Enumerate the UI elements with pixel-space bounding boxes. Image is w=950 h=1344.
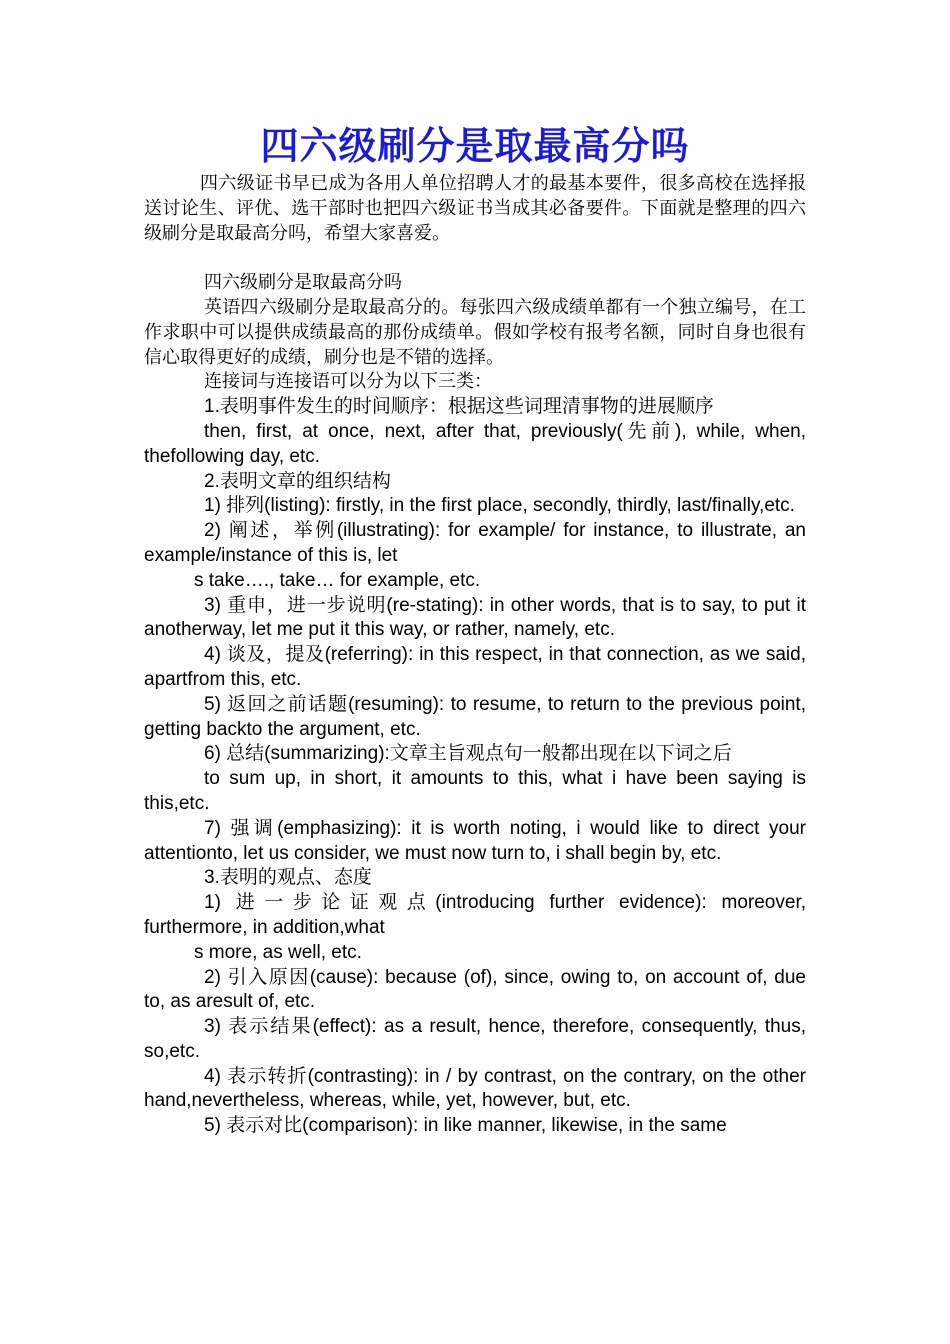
section-3-item-1: 1) 进一步论证观点(introducing further evidence): moreover, furthermore, in addition,what [144, 892, 806, 938]
blank-line [144, 246, 806, 271]
section-1-heading: 1.表明事件发生的时间顺序：根据这些词理清事物的进展顺序 [204, 396, 714, 418]
section-2-item-6: 6) 总结(summarizing):文章主旨观点句一般都出现在以下词之后 [204, 743, 732, 765]
section-2-heading: 2.表明文章的组织结构 [204, 470, 391, 492]
section-3-item-5: 5) 表示对比(comparison): in like manner, likewise, in the same [204, 1115, 727, 1137]
answer-paragraph: 英语四六级刷分是取最高分的。每张四六级成绩单都有一个独立编号，在工作求职中可以提供成绩最高的那份成绩单。假如学校有报考名额，同时自身也很有信心取得更好的成绩，刷分也是不错的选择。 [144, 296, 806, 368]
section-2-item-5: 5) 返回之前话题(resuming): to resume, to return to the previous point, getting backto the argument, etc. [144, 693, 806, 740]
section-1-words: then, first, at once, next, after that, previously(先前), while, when, thefollowing day, etc. [144, 420, 806, 467]
section-2-item-3: 3) 重申，进一步说明(re-stating): in other words, that is to say, to put it anotherway, let me put it this way, or rather, namely, etc. [144, 594, 806, 641]
section-2-item-4: 4) 谈及，提及(referring): in this respect, in that connection, as we said, apartfrom this, etc. [144, 644, 806, 690]
section-3-item-4: 4) 表示转折(contrasting): in / by contrast, on the contrary, on the other hand,nevertheless, whereas, while, yet, however, but, etc. [144, 1065, 806, 1112]
section-3-item-2: 2) 引入原因(cause): because (of), since, owing to, on account of, due to, as aresult of, etc. [144, 966, 806, 1013]
section-2-item-7: 7) 强调(emphasizing): it is worth noting, i would like to direct your attentionto, let us consider, we must now turn to, i shall begin by, etc. [144, 817, 806, 864]
section-3-heading: 3.表明的观点、态度 [204, 867, 372, 889]
section-2-item-2: 2) 阐述，举例(illustrating): for example/ for instance, to illustrate, an example/instance of this is, let [144, 520, 806, 566]
section-3-item-3: 3) 表示结果(effect): as a result, hence, therefore, consequently, thus, so,etc. [144, 1016, 806, 1062]
section-3-item-1-continued: s more, as well, etc. [194, 941, 362, 963]
document-title: 四六级刷分是取最高分吗 [260, 124, 690, 168]
subtitle: 四六级刷分是取最高分吗 [204, 272, 402, 294]
intro-paragraph: 四六级证书早已成为各用人单位招聘人才的最基本要件，很多高校在选择报送讨论生、评优、选干部时也把四六级证书当成其必备要件。下面就是整理的四六级刷分是取最高分吗，希望大家喜爱。 [144, 173, 806, 244]
connectors-intro: 连接词与连接语可以分为以下三类： [204, 371, 492, 393]
section-2-item-1: 1) 排列(listing): firstly, in the first place, secondly, thirdly, last/finally,etc. [204, 495, 795, 517]
document-page [144, 120, 806, 1139]
section-2-item-6-detail: to sum up, in short, it amounts to this, what i have been saying is this,etc. [144, 768, 806, 814]
section-2-item-2-continued: s take…., take… for example, etc. [194, 569, 481, 591]
